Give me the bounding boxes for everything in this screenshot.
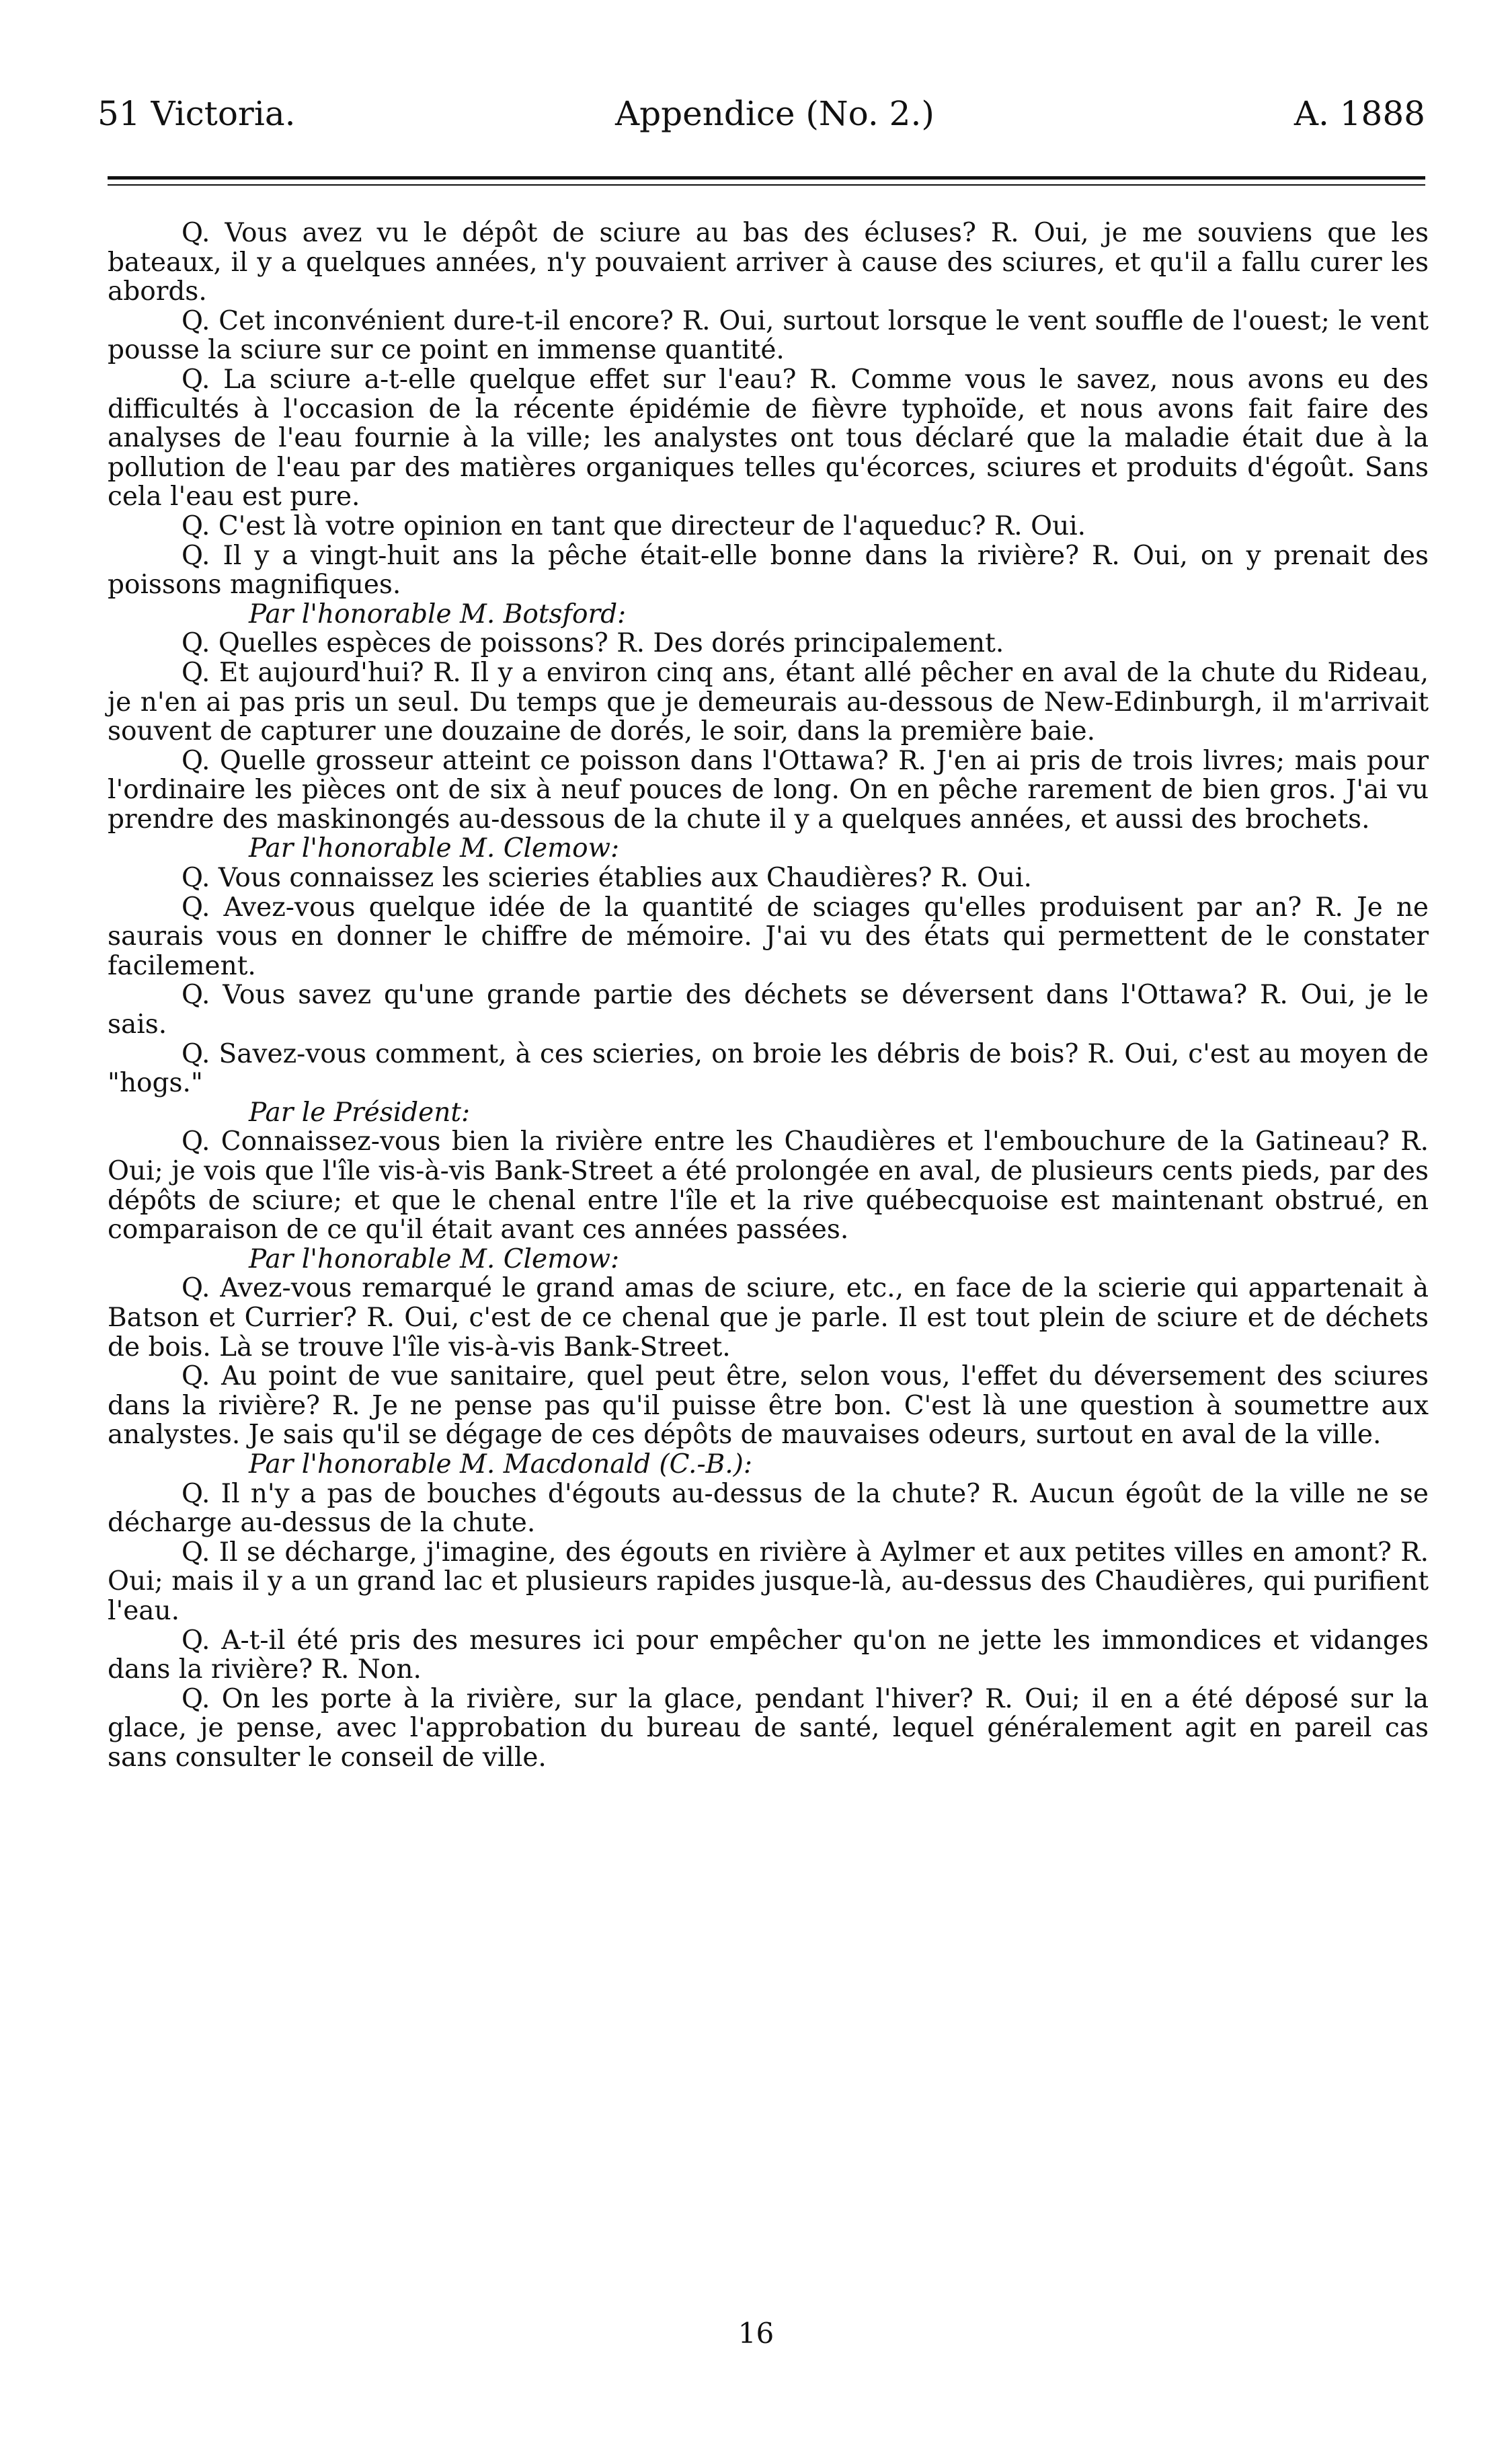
paragraph: Q. Il se décharge, j'imagine, des égouts en rivière à Aylmer et aux petites villes en amont? R. Oui; mais il y a un grand lac et plusieurs rapides jusque-là, au-dessus des Chaudières, qui purifient l'eau. <box>108 1537 1429 1626</box>
running-header <box>97 94 1425 141</box>
speaker-heading: Par l'honorable M. Clemow: <box>249 833 620 864</box>
paragraph: Q. Vous connaissez les scieries établies aux Chaudières? R. Oui. <box>182 863 1032 894</box>
header-session: 51 Victoria. <box>97 94 296 133</box>
paragraph: Q. Au point de vue sanitaire, quel peut être, selon vous, l'effet du déversement des sciures dans la rivière? R. Je ne pense pas qu'il puisse être bon. C'est là une question à soumettre aux analystes. Je sais qu'il se dégage de ces dépôts de mauvaises odeurs, surtout en aval de la ville. <box>108 1361 1429 1451</box>
paragraph: Q. C'est là votre opinion en tant que directeur de l'aqueduc? R. Oui. <box>182 510 1086 541</box>
speaker-heading: Par l'honorable M. Macdonald (C.-B.): <box>249 1449 753 1479</box>
paragraph: Q. Avez-vous remarqué le grand amas de sciure, etc., en face de la scierie qui appartenait à Batson et Currier? R. Oui, c'est de ce chenal que je parle. Il est tout plein de sciure et de déchets de bois. Là se trouve l'île vis-à-vis Bank-Street. <box>108 1273 1429 1362</box>
paragraph: Q. On les porte à la rivière, sur la glace, pendant l'hiver? R. Oui; il en a été déposé sur la glace, je pense, avec l'approbation du bureau de santé, lequel généralement agit en pareil cas sans consulter le conseil de ville. <box>108 1683 1429 1773</box>
speaker-heading: Par l'honorable M. Clemow: <box>249 1243 620 1274</box>
paragraph: Q. La sciure a-t-elle quelque effet sur l'eau? R. Comme vous le savez, nous avons eu des difficultés à l'occasion de la récente épidémie de fièvre typhoïde, et nous avons fait faire des analyses de l'eau fournie à la ville; les analystes ont tous déclaré que la maladie était due à la pollution de l'eau par des matières organiques telles qu'écorces, sciures et produits d'égoût. Sans cela l'eau est pure. <box>108 364 1429 512</box>
paragraph: Q. Quelles espèces de poissons? R. Des dorés principalement. <box>182 628 1004 659</box>
paragraph: Q. A-t-il été pris des mesures ici pour empêcher qu'on ne jette les immondices et vidanges dans la rivière? R. Non. <box>108 1625 1429 1685</box>
paragraph: Q. Vous savez qu'une grande partie des déchets se déversent dans l'Ottawa? R. Oui, je le sais. <box>108 980 1429 1040</box>
testimony-body <box>108 219 1429 1772</box>
paragraph: Q. Et aujourd'hui? R. Il y a environ cinq ans, étant allé pêcher en aval de la chute du Rideau, je n'en ai pas pris un seul. Du temps que je demeurais au-dessous de New-Edinburgh, il m'arrivait souvent de capturer une douzaine de dorés, le soir, dans la première baie. <box>108 657 1429 747</box>
paragraph: Q. Savez-vous comment, à ces scieries, on broie les débris de bois? R. Oui, c'est au moyen de "hogs." <box>108 1038 1429 1099</box>
page-number: 16 <box>738 2317 774 2350</box>
paragraph: Q. Quelle grosseur atteint ce poisson dans l'Ottawa? R. J'en ai pris de trois livres; mais pour l'ordinaire les pièces ont de six à neuf pouces de long. On en pêche rarement de bien gros. J'ai vu prendre des maskinongés au-dessous de la chute il y a quelques années, et aussi des brochets. <box>108 745 1429 835</box>
header-year: A. 1888 <box>1294 94 1425 133</box>
speaker-heading: Par le Président: <box>249 1097 471 1128</box>
paragraph: Q. Vous avez vu le dépôt de sciure au bas des écluses? R. Oui, je me souviens que les bateaux, il y a quelques années, n'y pouvaient arriver à cause des sciures, et qu'il a fallu curer les abords. <box>108 218 1429 307</box>
header-rule-thick <box>108 176 1425 180</box>
paragraph: Q. Connaissez-vous bien la rivière entre les Chaudières et l'embouchure de la Gatineau? R. Oui; je vois que l'île vis-à-vis Bank-Street a été prolongée en aval, de plusieurs cents pieds, par des dépôts de sciure; et que le chenal entre l'île et la rive québecquoise est maintenant obstrué, en comparaison de ce qu'il était avant ces années passées. <box>108 1126 1429 1245</box>
speaker-heading: Par l'honorable M. Botsford: <box>249 599 627 629</box>
paragraph: Q. Cet inconvénient dure-t-il encore? R. Oui, surtout lorsque le vent souffle de l'ouest; le vent pousse la sciure sur ce point en immense quantité. <box>108 305 1429 366</box>
header-appendix: Appendice (No. 2.) <box>615 94 934 133</box>
paragraph: Q. Il y a vingt-huit ans la pêche était-elle bonne dans la rivière? R. Oui, on y prenait des poissons magnifiques. <box>108 540 1429 601</box>
paragraph: Q. Avez-vous quelque idée de la quantité de sciages qu'elles produisent par an? R. Je ne saurais vous en donner le chiffre de mémoire. J'ai vu des états qui permettent de le constater facilement. <box>108 892 1429 981</box>
header-rule-thin <box>108 184 1425 186</box>
paragraph: Q. Il n'y a pas de bouches d'égouts au-dessus de la chute? R. Aucun égoût de la ville ne se décharge au-dessus de la chute. <box>108 1478 1429 1539</box>
